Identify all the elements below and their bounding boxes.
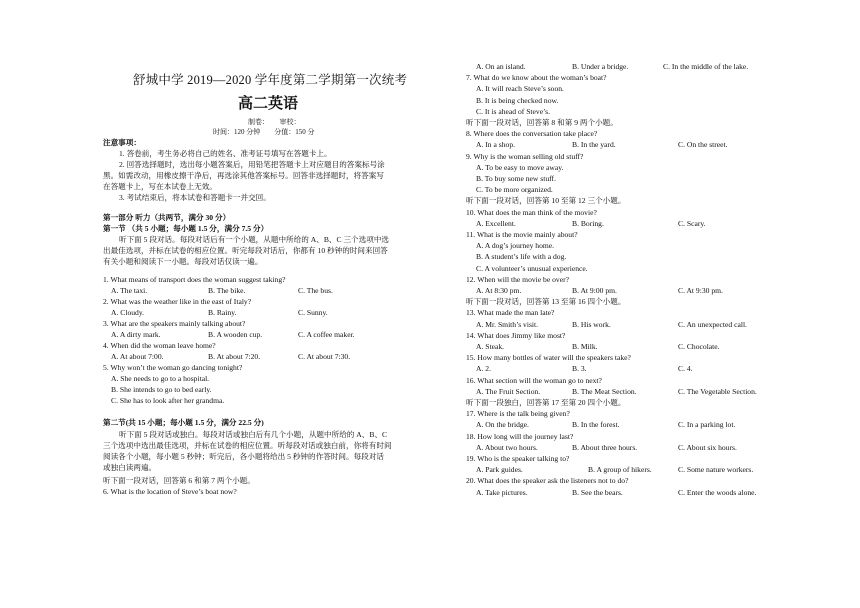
option-b: B. A group of hikers.: [588, 465, 652, 475]
section1-title: 第一节 （共 5 小题；每小题 1.5 分，满分 7.5 分）: [103, 224, 269, 233]
option-c: C. The Vegetable Section.: [678, 386, 757, 396]
option-b: B. Rainy.: [208, 308, 237, 317]
option-line: C. It is ahead of Steve’s.: [476, 106, 551, 116]
question-line: 11. What is the movie mainly about?: [466, 230, 578, 239]
option-b: B. The Meat Section.: [572, 386, 637, 396]
option-line: B. It is being checked now.: [476, 95, 559, 105]
question-line: 19. Who is the speaker talking to?: [466, 454, 570, 463]
section2-instruction: 阅读各个小题，每小题 5 秒钟；听完后，各小题将给出 5 秒钟的作答时间。每段对话: [103, 452, 384, 461]
option-b: B. A wooden cup.: [208, 330, 263, 339]
option-b: B. In the yard.: [572, 140, 616, 150]
option-c: C. A coffee maker.: [298, 330, 355, 339]
section2-instruction: 或独白读两遍。: [103, 463, 157, 472]
meta-line-1: 制卷： 审校：: [248, 118, 301, 126]
option-c: C. At about 7:30.: [298, 352, 351, 361]
option-c: C. Sunny.: [298, 308, 328, 317]
option-a: A. Steak.: [476, 342, 505, 351]
question-4: 4. When did the woman leave home?: [103, 341, 216, 350]
option-a: A. At about 7:00.: [111, 352, 164, 361]
option-c: C. In the middle of the lake.: [663, 62, 749, 71]
option-b: B. At 9:00 pm.: [572, 286, 617, 295]
subject-title: 高二英语: [238, 96, 299, 112]
option-b: B. At about 7:20.: [208, 352, 261, 361]
note-line: 2. 回答选择题时，选出每小题答案后，用铅笔把答题卡上对应题目的答案标号涂: [119, 160, 385, 169]
note-line: 1. 答卷前，考生务必将自己的姓名、准考证号填写在答题卡上。: [119, 149, 332, 158]
option-a: A. About two hours.: [476, 442, 538, 452]
question-line: 7. What do we know about the woman’s boat?: [466, 73, 607, 83]
option-c: C. On the street.: [678, 140, 728, 150]
option-line: B. A student’s life with a dog.: [476, 252, 567, 262]
dialog-6-7-intro: 听下面一段对话，回答第 6 和第 7 两个小题。: [103, 476, 255, 485]
option-c: C. She has to look after her grandma.: [111, 396, 225, 405]
question-2: 2. What was the weather like in the east of Italy?: [103, 297, 252, 306]
section2-instruction: 三个选项中选出最佳选项，并标在试卷的相应位置。听每段对话或独白前，你将有时间: [103, 441, 392, 450]
option-c: C. 4.: [678, 364, 693, 374]
notes-title: 注意事项：: [103, 138, 141, 147]
option-b: B. 3.: [572, 364, 587, 374]
option-line: A. It will reach Steve’s soon.: [476, 84, 564, 94]
question-line: 15. How many bottles of water will the speakers take?: [466, 353, 631, 363]
option-a: A. In a shop.: [476, 140, 516, 150]
option-c: C. The bus.: [298, 286, 333, 295]
question-5: 5. Why won’t the woman go dancing tonight?: [103, 363, 243, 372]
option-a: A. Excellent.: [476, 218, 516, 228]
note-line: 3. 考试结束后，将本试卷和答题卡一并交回。: [119, 193, 271, 202]
option-a: A. On an island.: [476, 62, 526, 71]
option-line: A. A dog’s journey home.: [476, 241, 555, 251]
option-a: A. Take pictures.: [476, 487, 528, 497]
option-b: B. In the forest.: [572, 420, 620, 430]
section1-instruction: 有关小题和阅读下一小题。每段对话仅读一遍。: [103, 257, 263, 266]
option-b: B. She intends to go to bed early.: [111, 385, 212, 394]
option-line: B. To buy some new stuff.: [476, 174, 556, 183]
option-a: A. 2.: [476, 364, 491, 374]
section1-instruction: 听下面 5 段对话。每段对话后有一个小题，从题中所给的 A、B、C 三个选项中选: [119, 235, 390, 244]
option-b: B. Under a bridge.: [572, 62, 629, 71]
question-6: 6. What is the location of Steve’s boat now?: [103, 487, 237, 496]
section2-instruction: 听下面 5 段对话或独白。每段对话或独白后有几个小题，从题中所给的 A、B、C: [119, 430, 388, 439]
question-3: 3. What are the speakers mainly talking about?: [103, 319, 246, 328]
option-a: A. A dirty mark.: [111, 330, 161, 339]
option-b: B. His work.: [572, 319, 611, 329]
section2-title: 第二节(共 15 小题；每小题 1.5 分，满分 22.5 分): [103, 418, 264, 427]
question-1: 1. What means of transport does the woman suggest taking?: [103, 275, 286, 284]
option-b: B. Milk.: [572, 342, 598, 351]
option-line: C. A volunteer’s unusual experience.: [476, 263, 588, 273]
question-line: 18. How long will the journey last?: [466, 431, 574, 441]
option-a: A. The Fruit Section.: [476, 386, 541, 396]
question-line: 10. What does the man think of the movie?: [466, 207, 597, 217]
question-line: 20. What does the speaker ask the listeners not to do?: [466, 476, 629, 486]
option-c: C. Some nature workers.: [678, 465, 754, 475]
question-line: 16. What section will the woman go to next?: [466, 375, 602, 385]
question-line: 13. What made the man late?: [466, 308, 555, 318]
question-line: 听下面一段对话，回答第 13 至第 16 四个小题。: [466, 297, 626, 307]
option-b: B. See the bears.: [572, 487, 623, 497]
option-c: C. Scary.: [678, 218, 706, 228]
option-line: C. To be more organized.: [476, 185, 553, 195]
part1-title: 第一部分 听力（共两节，满分 30 分）: [103, 213, 231, 222]
option-c: C. About six hours.: [678, 442, 737, 452]
option-b: B. Boring.: [572, 218, 604, 228]
option-a: A. She needs to go to a hospital.: [111, 374, 210, 383]
question-line: 8. Where does the conversation take place?: [466, 129, 598, 139]
option-b: B. About three hours.: [572, 442, 638, 452]
option-a: A. Park guides.: [476, 465, 523, 475]
option-c: C. Enter the woods alone.: [678, 487, 757, 497]
option-c: C. In a parking lot.: [678, 420, 736, 430]
option-a: A. Cloudy.: [111, 308, 145, 317]
question-line: 12. When will the movie be over?: [466, 274, 569, 284]
section1-instruction: 出最佳选项，并标在试卷的相应位置。听完每段对话后，你都有 10 秒钟的时间来回答: [103, 246, 388, 255]
option-c: C. An unexpected call.: [678, 319, 747, 329]
note-line: 在答题卡上，写在本试卷上无效。: [103, 182, 217, 191]
option-line: A. To be easy to move away.: [476, 162, 564, 172]
question-line: 听下面一段独白，回答第 17 至第 20 四个小题。: [466, 398, 626, 407]
question-line: 听下面一段对话，回答第 8 和第 9 两个小题。: [466, 118, 618, 127]
option-b: B. The bike.: [208, 286, 246, 295]
question-line: 听下面一段对话，回答第 10 至第 12 三个小题。: [466, 196, 626, 206]
option-c: C. Chocolate.: [678, 342, 720, 351]
question-line: 17. Where is the talk being given?: [466, 409, 570, 419]
note-line: 黑。如需改动，用橡皮擦干净后，再选涂其他答案标号。回答非选择题时，将答案写: [103, 171, 384, 180]
option-c: C. At 9:30 pm.: [678, 286, 723, 295]
school-title: 舒城中学 2019—2020 学年度第二学期第一次统考: [133, 73, 408, 87]
option-a: A. On the bridge.: [476, 420, 529, 430]
question-line: 9. Why is the woman selling old stuff?: [466, 151, 584, 161]
option-a: A. Mr. Smith’s visit.: [476, 319, 539, 329]
meta-line-2: 时间：120 分钟 分值：150 分: [213, 128, 315, 136]
question-line: 14. What does Jimmy like most?: [466, 330, 566, 340]
option-a: A. At 8:30 pm.: [476, 286, 522, 295]
option-a: A. The taxi.: [111, 286, 148, 295]
